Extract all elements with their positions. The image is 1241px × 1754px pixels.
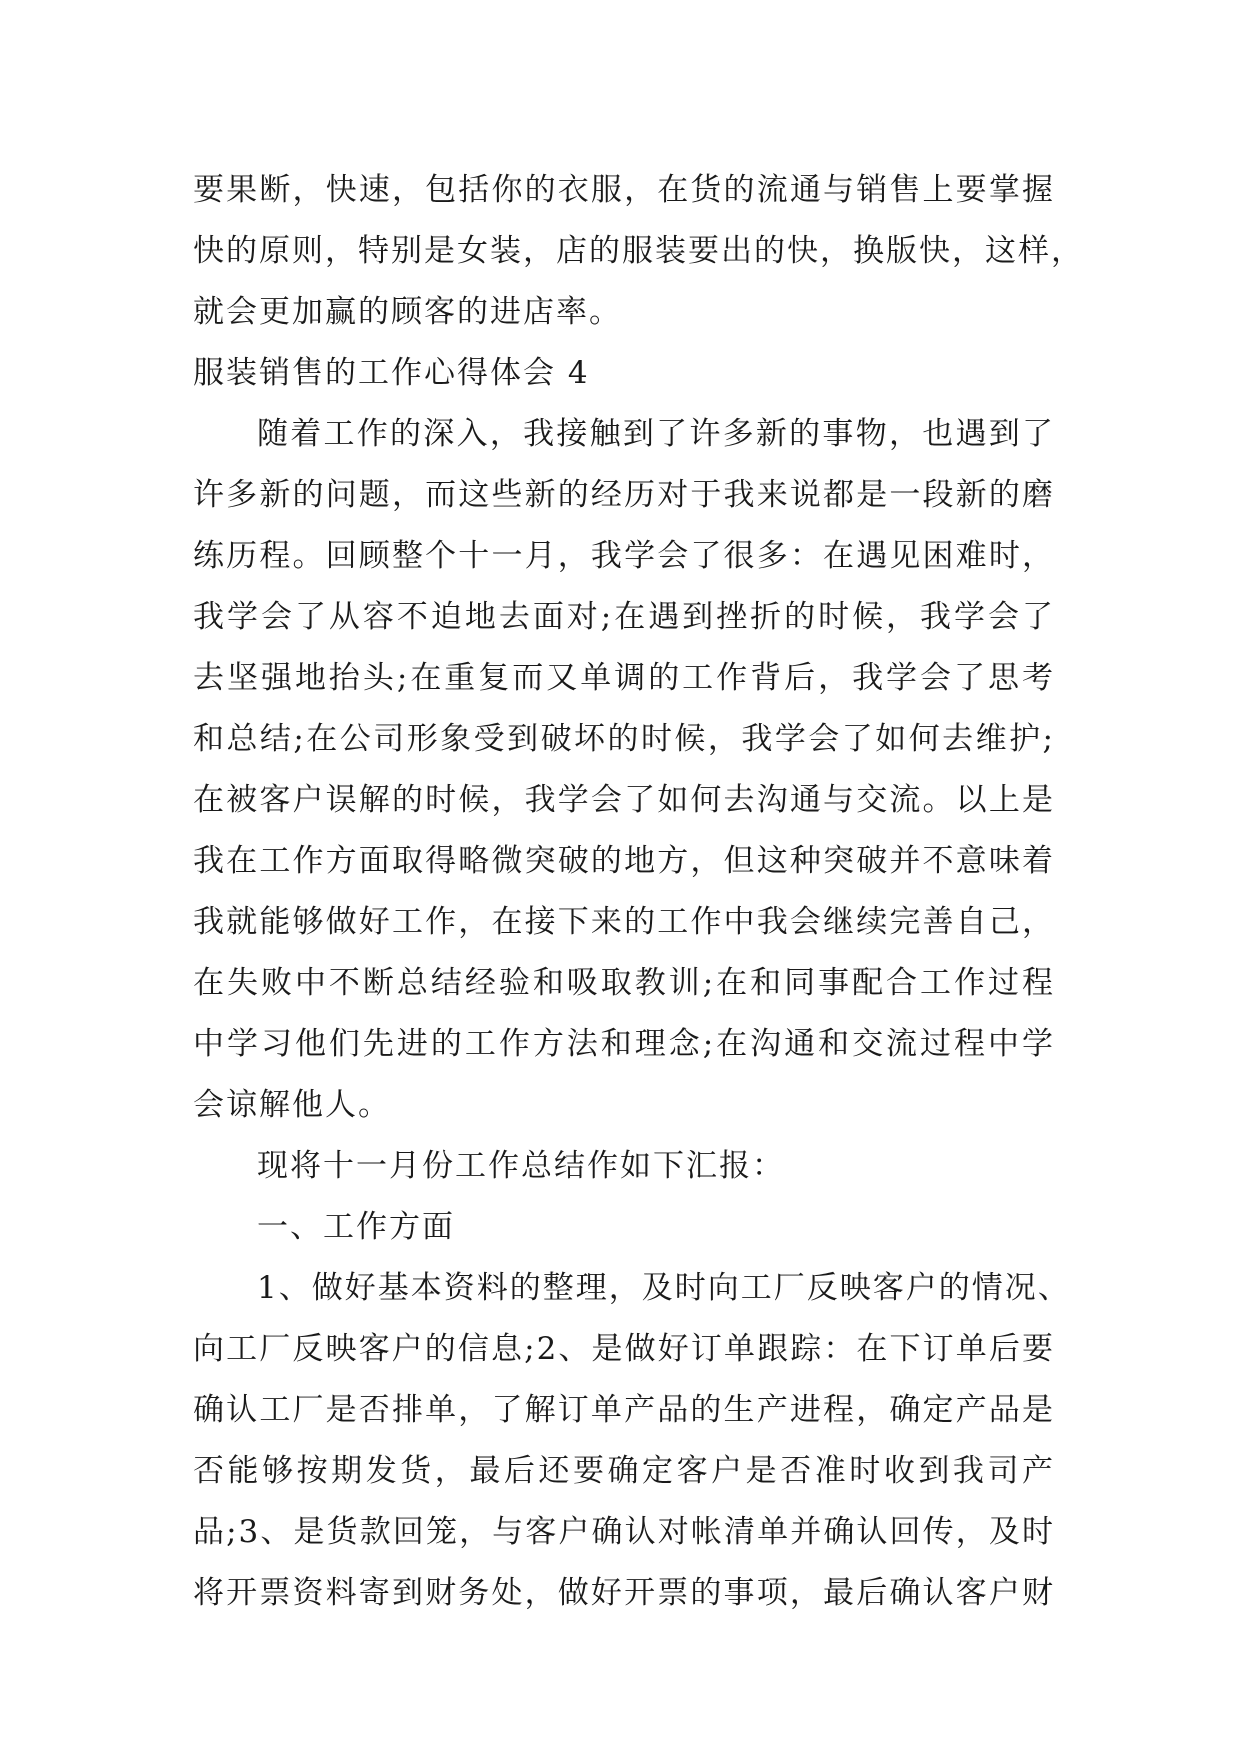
text-line: 现将十一月份工作总结作如下汇报： [257, 1148, 785, 1184]
text-line: 将开票资料寄到财务处，做好开票的事项，最后确认客户财 [193, 1575, 1055, 1611]
text-line: 中学习他们先进的工作方法和理念;在沟通和交流过程中学 [193, 1026, 1055, 1062]
document-body [193, 160, 1084, 1624]
text-line: 一、工作方面 [257, 1209, 455, 1245]
text-line: 随着工作的深入，我接触到了许多新的事物，也遇到了 [257, 416, 1055, 452]
text-line: 确认工厂是否排单，了解订单产品的生产进程，确定产品是 [193, 1392, 1055, 1428]
text-line: 许多新的问题，而这些新的经历对于我来说都是一段新的磨 [193, 477, 1055, 513]
text-line: 向工厂反映客户的信息;2、是做好订单跟踪：在下订单后要 [193, 1331, 1055, 1367]
text-line: 我学会了从容不迫地去面对;在遇到挫折的时候，我学会了 [193, 599, 1055, 635]
text-line: 我在工作方面取得略微突破的地方，但这种突破并不意味着 [193, 843, 1055, 879]
text-line: 在被客户误解的时候，我学会了如何去沟通与交流。以上是 [193, 782, 1055, 818]
text-line: 去坚强地抬头;在重复而又单调的工作背后，我学会了思考 [193, 660, 1055, 696]
text-line: 在失败中不断总结经验和吸取教训;在和同事配合工作过程 [193, 965, 1055, 1001]
text-line: 品;3、是货款回笼，与客户确认对帐清单并确认回传，及时 [193, 1514, 1055, 1550]
text-line: 和总结;在公司形象受到破坏的时候，我学会了如何去维护; [193, 721, 1055, 757]
text-line: 快的原则，特别是女装，店的服装要出的快，换版快，这样， [193, 233, 1084, 269]
text-line: 会谅解他人。 [193, 1087, 391, 1123]
text-line: 否能够按期发货，最后还要确定客户是否准时收到我司产 [193, 1453, 1055, 1489]
text-line: 练历程。回顾整个十一月，我学会了很多：在遇见困难时， [193, 538, 1055, 574]
text-line: 1、做好基本资料的整理，及时向工厂反映客户的情况、 [257, 1270, 1071, 1306]
text-line: 就会更加赢的顾客的进店率。 [193, 294, 622, 330]
section-heading: 服装销售的工作心得体会 4 [193, 355, 590, 391]
text-line: 要果断，快速，包括你的衣服，在货的流通与销售上要掌握 [193, 172, 1055, 208]
text-line: 我就能够做好工作，在接下来的工作中我会继续完善自己， [193, 904, 1055, 940]
